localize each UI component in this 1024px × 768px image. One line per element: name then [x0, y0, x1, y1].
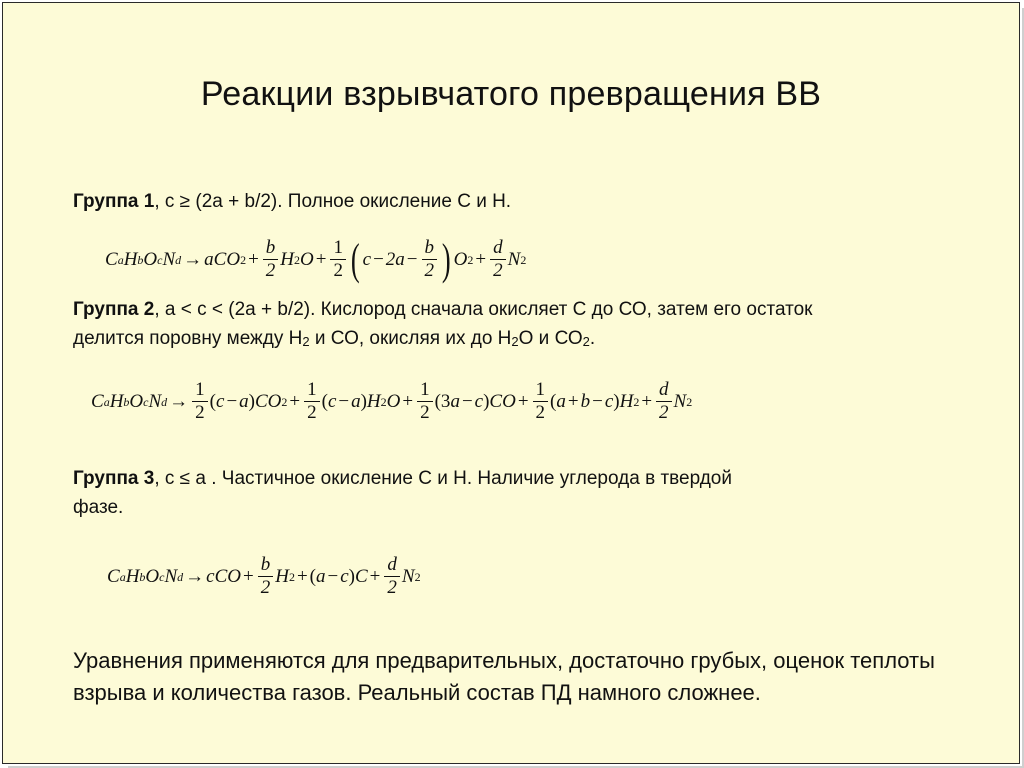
slide	[2, 2, 1020, 764]
group-1-condition: , c ≥ (2a + b/2). Полное окисление С и Н.	[154, 191, 512, 212]
group-3-label: Группа 3	[73, 468, 155, 489]
equation-group-2: C a H b O c N d → $\frac{1}{2}$ ( c − a ) CO 2 + $\frac{1}{2}$ ( c − a ) H 2 O + $\frac{1}{2}$ (3 a − c ) CO + $\frac{1}{2}$ ( a + b − c ) H 2 + $\frac{d}{2}$ N 2	[91, 379, 693, 423]
group-2-label: Группа 2	[73, 299, 155, 320]
group-2-text: Группа 2, a < c < (2a + b/2). Кислород сначала окисляет С до СО, затем его остаток делится поровну между $Н_2$ и СО, окисляя их до $Н_2О$ и $СО_2$.	[73, 299, 813, 349]
slide-title: Реакции взрывчатого превращения ВВ	[200, 75, 822, 113]
group-1-text	[73, 187, 511, 216]
summary-note: Уравнения применяются для предварительных, достаточно грубых, оценок теплоты взрыва и количества газов. Реальный состав ПД намного сложнее.	[73, 648, 935, 705]
equation-group-1: C a H b O c N d → aCO 2 + $\frac{b}{2}$ H 2 O + $\frac{1}{2}$ ( c − 2a − $\frac{b}{2}$ ) O 2 + $\frac{d}{2}$ N 2	[105, 234, 527, 284]
equation-group-3: C a H b O c N d → cCO + $\frac{b}{2}$ H 2 + ( a − c ) C + $\frac{d}{2}$ N 2	[107, 554, 421, 598]
group-3-text: Группа 3, c ≤ a . Частичное окисление С и Н. Наличие углерода в твердой фазе.	[73, 468, 732, 518]
group-1-label: Группа 1	[73, 191, 155, 212]
